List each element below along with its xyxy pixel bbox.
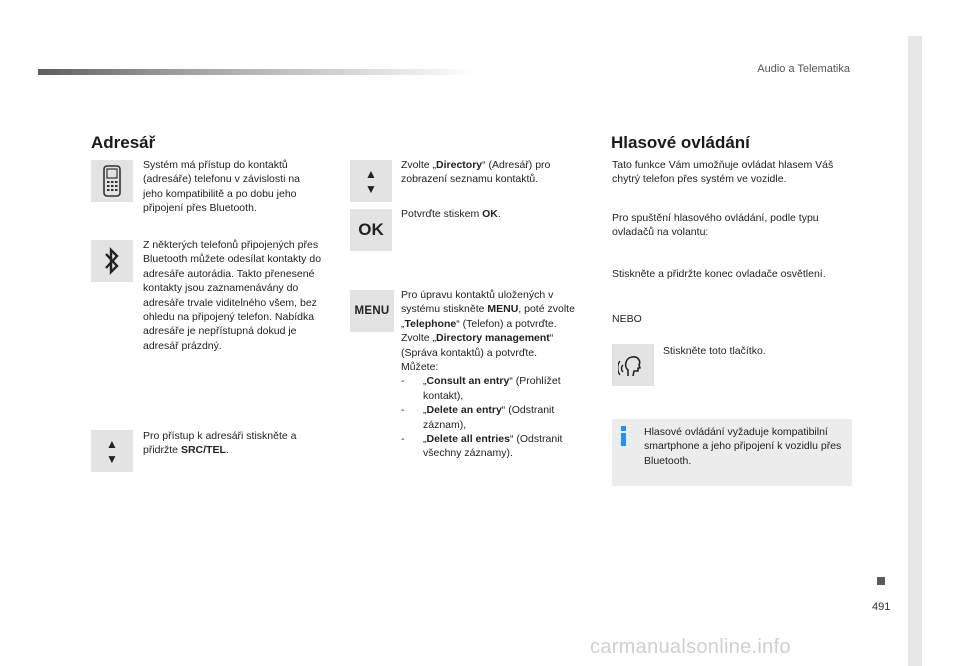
access-directory-text: Pro přístup k adresáři stiskněte a přidržte SRC/TEL. [143, 430, 297, 457]
voice-intro-text: Tato funkce Vám umožňuje ovládat hlasem Váš chytrý telefon přes systém ve vozidle. [612, 159, 834, 186]
menu-icon-label: MENU [354, 305, 390, 317]
voice-press-button-text: Stiskněte toto tlačítko. [663, 345, 766, 357]
bluetooth-icon [91, 240, 133, 282]
heading-hlasove-ovladani: Hlasové ovládání [611, 133, 750, 152]
list-item: - „Delete all entries“ (Odstranit všechny záznamy). [401, 433, 563, 460]
ok-icon-label: OK [358, 220, 384, 239]
adresar-intro-text: Systém má přístup do kontaktů (adresáře) telefonu v závislosti na jeho kompatibilitě a po dobu jeho připojení přes Bluetooth. [143, 159, 300, 215]
voice-start-text: Pro spuštění hlasového ovládání, podle typu ovladačů na volantu: [612, 212, 819, 239]
list-item: - „Consult an entry“ (Prohlížet kontakt), [401, 375, 561, 402]
select-directory-text: Zvolte „Directory“ (Adresář) pro zobrazení seznamu kontaktů. [401, 159, 551, 186]
watermark: carmanualsonline.info [590, 636, 791, 658]
header-gradient-bar [38, 69, 478, 75]
ok-button-icon [350, 209, 392, 251]
confirm-ok-text: Potvrďte stiskem OK. [401, 208, 501, 220]
side-strip [908, 36, 922, 666]
bluetooth-contacts-text: Z některých telefonů připojených přes Bluetooth můžete odesílat kontakty do adresáře autorádia. Takto přenesené kontakty jsou zaznamenávány do adresáře trvale viditelného všem, bez ohledu na připojený telefon. Nabídka adresáře je nepřístupná dokud je adresář prázdný. [143, 239, 322, 352]
section-title: Audio a Telematika [757, 63, 850, 75]
menu-button-icon [350, 290, 394, 332]
page-number: 491 [872, 601, 891, 613]
phone-icon [91, 160, 133, 202]
up-down-arrows-icon: ▲ ▼ [350, 160, 392, 202]
voice-command-icon [612, 344, 654, 386]
info-text: Hlasové ovládání vyžaduje kompatibilní smartphone a jeho připojení k vozidlu přes Bluetooth. [644, 426, 842, 467]
heading-adresar: Adresář [91, 133, 156, 152]
page-marker [877, 577, 885, 585]
up-down-arrows-icon: ▲ ▼ [91, 430, 133, 472]
edit-contacts-text: Pro úpravu kontaktů uložených v systému stiskněte MENU, poté zvolte „Telephone“ (Telefon) a potvrďte. Zvolte „Directory management“ (Správa kontaktů) a potvrďte. Můžete: - „Consult an entry“ (Prohlížet kontakt), - „Delete an entry“ (Odstranit záznam), - „Delete all entries“ (Odstranit všechny záznamy). [401, 288, 579, 461]
list-item: - „Delete an entry“ (Odstranit záznam), [401, 404, 555, 431]
voice-or-text: NEBO [612, 313, 642, 325]
info-icon [618, 426, 630, 446]
voice-press-stalk-text: Stiskněte a přidržte konec ovladače osvětlení. [612, 268, 826, 280]
